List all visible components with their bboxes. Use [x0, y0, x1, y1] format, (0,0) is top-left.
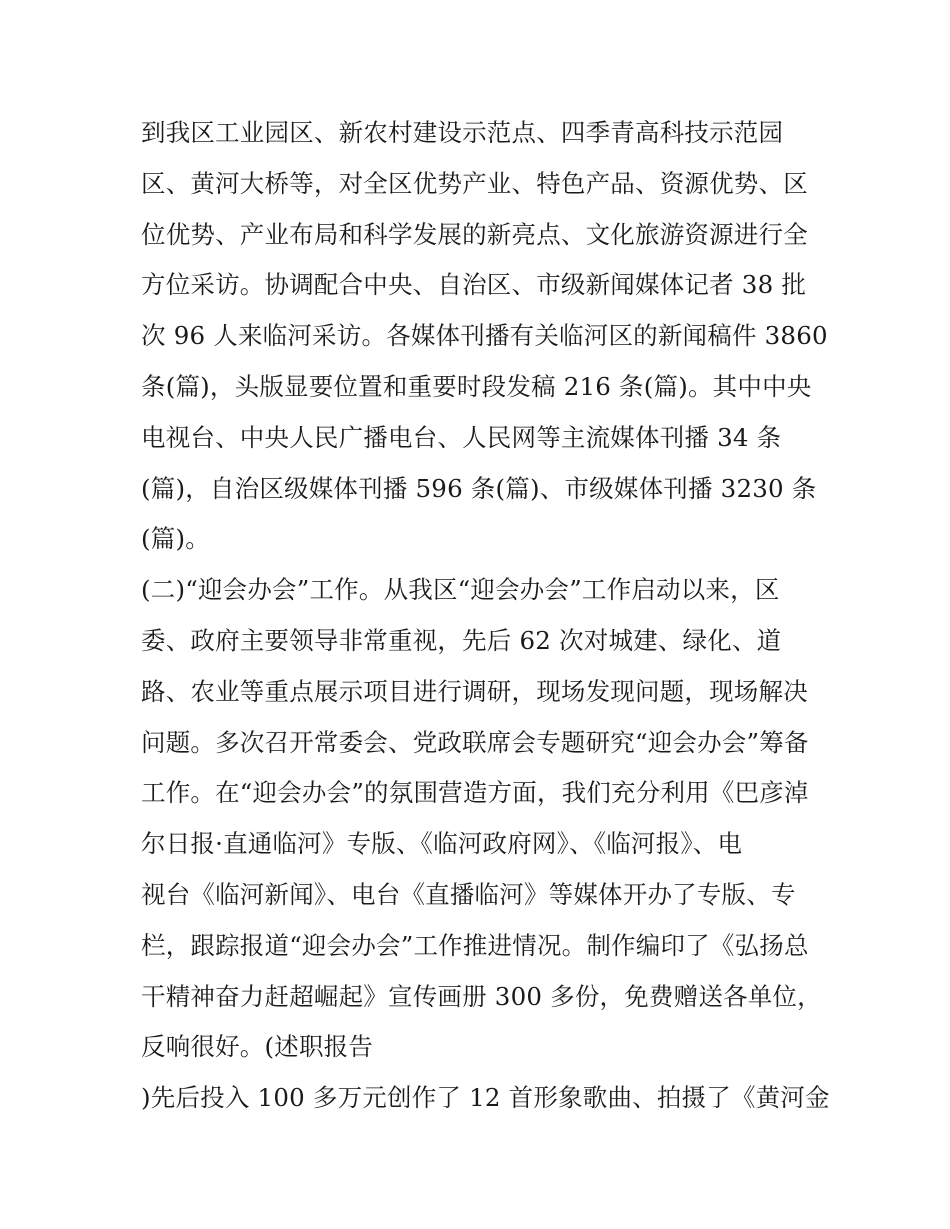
text-line: 电视台、中央人民广播电台、人民网等主流媒体刊播 34 条 — [141, 422, 782, 452]
text-line: 位优势、产业布局和科学发展的新亮点、文化旅游资源进行全 — [141, 219, 808, 249]
text-line: 条(篇)，头版显要位置和重要时段发稿 216 条(篇)。其中中央 — [141, 371, 812, 401]
text-line: 视台《临河新闻》、电台《直播临河》等媒体开办了专版、专 — [141, 879, 796, 909]
text-line: 干精神奋力赶超崛起》宣传画册 300 多份，免费赠送各单位， — [141, 981, 822, 1011]
text-line: (篇)，自治区级媒体刊播 596 条(篇)、市级媒体刊播 3230 条 — [141, 473, 817, 503]
text-line: 路、农业等重点展示项目进行调研，现场发现问题，现场解决 — [141, 676, 808, 706]
text-line: 问题。多次召开常委会、党政联席会专题研究“迎会办会”筹备 — [141, 727, 809, 757]
text-line: 尔日报·直通临河》专版、《临河政府网》、《临河报》、电 — [141, 829, 743, 859]
text-line: 工作。在“迎会办会”的氛围营造方面，我们充分利用《巴彦淖 — [141, 778, 809, 808]
text-line: )先后投入 100 多万元创作了 12 首形象歌曲、拍摄了《黄河金 — [141, 1083, 830, 1113]
body-text — [141, 108, 830, 1124]
text-line: 次 96 人来临河采访。各媒体刊播有关临河区的新闻稿件 3860 — [141, 321, 828, 351]
text-line: (二)“迎会办会”工作。从我区“迎会办会”工作启动以来，区 — [141, 575, 780, 605]
text-line: 方位采访。协调配合中央、自治区、市级新闻媒体记者 38 批 — [141, 270, 807, 300]
text-line: 委、政府主要领导非常重视，先后 62 次对城建、绿化、道 — [141, 625, 782, 655]
text-line: 区、黄河大桥等，对全区优势产业、特色产品、资源优势、区 — [141, 168, 808, 198]
text-line: 到我区工业园区、新农村建设示范点、四季青高科技示范园 — [141, 118, 784, 147]
text-line: 反响很好。(述职报告 — [141, 1032, 374, 1062]
text-line: (篇)。 — [141, 524, 210, 554]
text-line: 栏，跟踪报道“迎会办会”工作推进情况。制作编印了《弘扬总 — [141, 930, 809, 960]
